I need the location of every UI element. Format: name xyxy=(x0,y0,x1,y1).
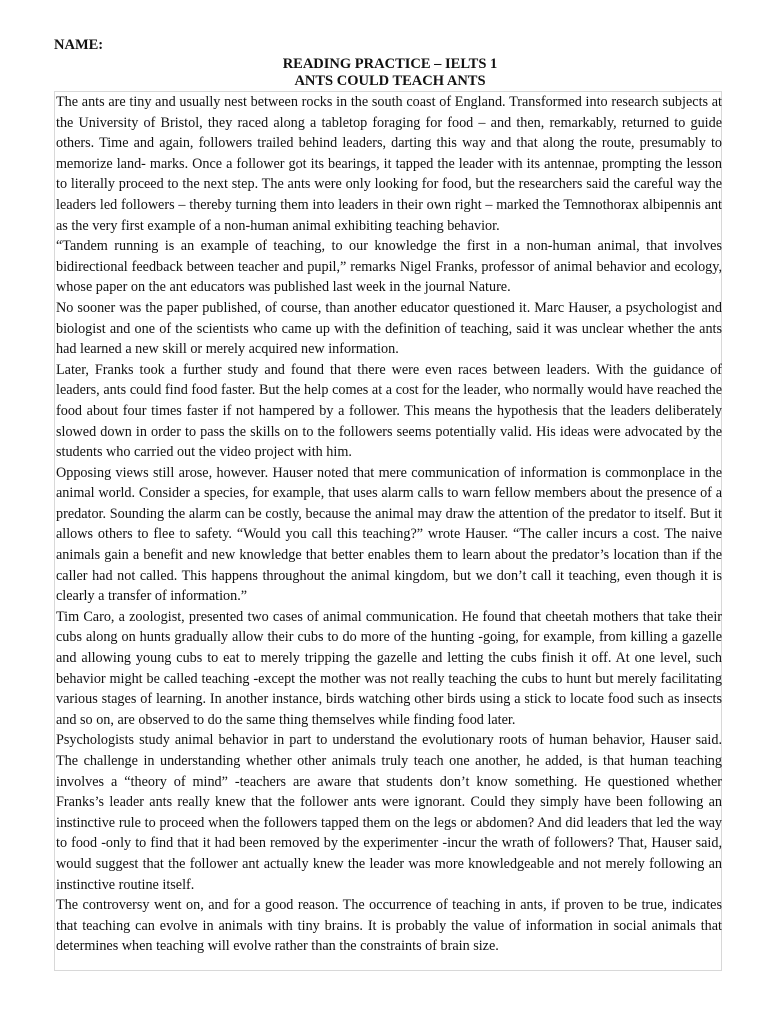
paragraph: Psychologists study animal behavior in part to understand the evolutionary roots of human behavior, Hauser said. The challenge in understanding whether other animals truly teach one another, he added, is that human teaching involves a “theory of mind” -teachers are aware that students don’t know something. He questioned whether Franks’s leader ants really knew that the follower ants were ignorant. Could they simply have been following an instinctive rule to proceed when the followers tapped them on the legs or abdomen? And did leaders that led the way to food -only to find that it had been removed by the experimenter -incur the wrath of followers? That, Hauser said, would suggest that the follower ant actually knew the leader was more knowledgeable and not merely following an instinctive routine itself. xyxy=(56,732,722,893)
name-label: NAME: xyxy=(54,37,104,53)
document-title: READING PRACTICE – IELTS 1 xyxy=(282,56,498,72)
paragraph: No sooner was the paper published, of course, than another educator questioned it. Marc Hauser, a psychologist and biologist and one of the scientists who came up with the definition of teaching, said it was unclear whether the ants had learned a new skill or merely acquired new information. xyxy=(56,299,722,358)
paragraph: Later, Franks took a further study and found that there were even races between leaders. With the guidance of leaders, ants could find food faster. But the help comes at a cost for the leader, who normally would have reached the food about four times faster if not hampered by a follower. This means the hypothesis that the leaders deliberately slowed down in order to pass the skills on to the followers seems potentially valid. His ideas were advocated by the students who carried out the video project with him. xyxy=(56,361,722,461)
paragraph: The ants are tiny and usually nest between rocks in the south coast of England. Transformed into research subjects at the University of Bristol, they raced along a tabletop foraging for food – and then, remarkably, returned to guide others. Time and again, followers trailed behind leaders, darting this way and that along the route, presumably to memorize land- marks. Once a follower got its bearings, it tapped the leader with its antennae, prompting the lesson to literally proceed to the next step. The ants were only looking for food, but the researchers said the careful way the leaders led followers – thereby turning them into leaders in their own right – marked the Temnothorax albipennis ant as the very first example of a non-human animal exhibiting teaching behavior. xyxy=(56,94,722,234)
passage-body xyxy=(56,92,722,957)
paragraph: “Tandem running is an example of teaching, to our knowledge the first in a non-human animal, that involves bidirectional feedback between teacher and pupil,” remarks Nigel Franks, professor of animal behavior and ecology, whose paper on the ant educators was published last week in the journal Nature. xyxy=(56,238,722,296)
paragraph: Tim Caro, a zoologist, presented two cases of animal communication. He found that cheetah mothers that take their cubs along on hunts gradually allow their cubs to do more of the hunting -going, for example, from killing a gazelle and allowing young cubs to eat to merely tripping the gazelle and letting the cubs finish it off. At one level, such behavior might be called teaching -except the mother was not really teaching the cubs to hunt but merely facilitating various stages of learning. In another instance, birds watching other birds using a stick to locate food such as insects and so on, are observed to do the same thing themselves while finding food later. xyxy=(56,608,722,728)
paragraph: Opposing views still arose, however. Hauser noted that mere communication of information is commonplace in the animal world. Consider a species, for example, that uses alarm calls to warn fellow members about the presence of a predator. Sounding the alarm can be costly, because the animal may draw the attention of the predator to itself. But it allows others to flee to safety. “Would you call this teaching?” wrote Hauser. “The caller incurs a cost. The naive animals gain a benefit and new knowledge that better enables them to learn about the predator’s location than if the caller had not called. This happens throughout the animal kingdom, but we don’t call it teaching, even though it is clearly a transfer of information.” xyxy=(56,464,722,605)
passage-title: ANTS COULD TEACH ANTS xyxy=(294,73,486,89)
paragraph: The controversy went on, and for a good reason. The occurrence of teaching in ants, if proven to be true, indicates that teaching can evolve in animals with tiny brains. It is probably the value of information in social animals that determines when teaching will evolve rather than the constraints of brain size. xyxy=(56,897,722,955)
